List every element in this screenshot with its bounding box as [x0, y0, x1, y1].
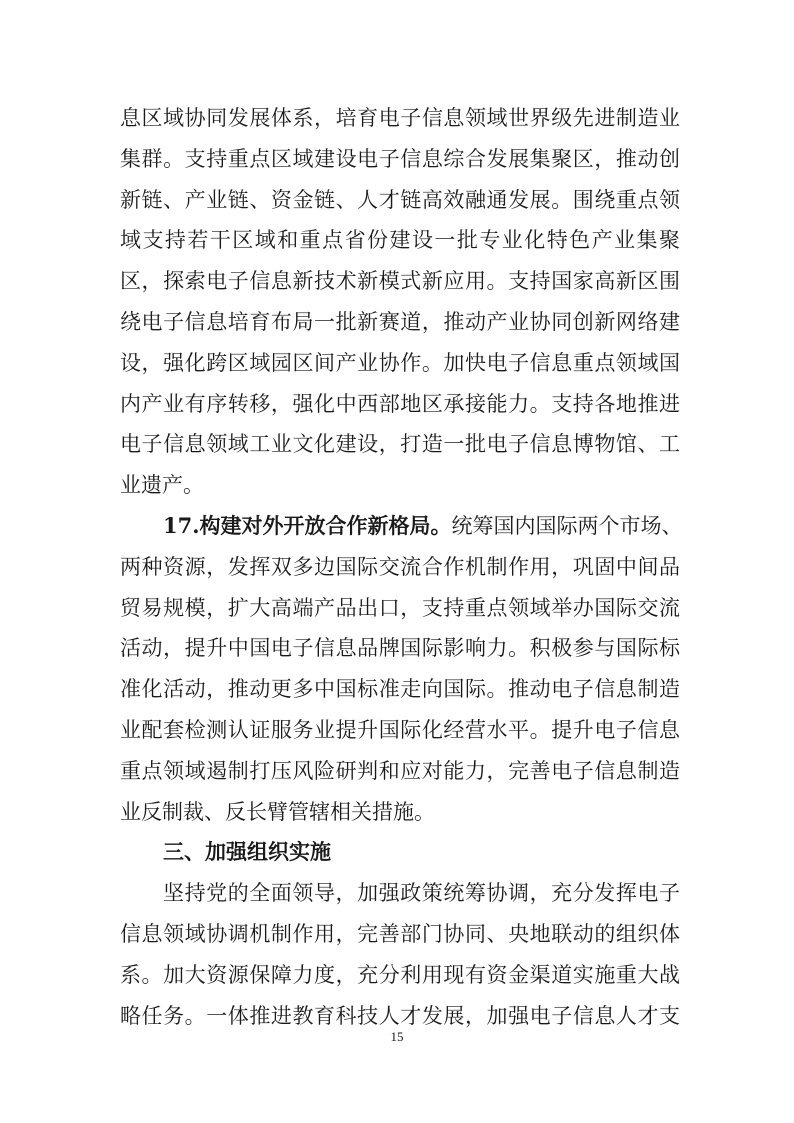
text-line: 两种资源，发挥双多边国际交流合作机制作用，巩固中间品	[120, 554, 680, 579]
section-heading: 三、加强组织实施	[163, 839, 331, 865]
text-line: 业配套检测认证服务业提升国际化经营水平。提升电子信息	[120, 717, 680, 742]
body-text	[120, 98, 683, 1036]
text-line: 内产业有序转移，强化中西部地区承接能力。支持各地推进	[120, 391, 680, 416]
text-line: 新链、产业链、资金链、人才链高效融通发展。围绕重点领	[120, 187, 680, 212]
text-line: 信息领域协调机制作用，完善部门协同、央地联动的组织体	[120, 921, 680, 946]
text-line: 业反制裁、反长臂管辖相关措施。	[120, 799, 435, 824]
item-17-heading: 17.构建对外开放合作新格局。	[163, 512, 452, 538]
text-line: 集群。支持重点区域建设电子信息综合发展集聚区，推动创	[120, 146, 680, 171]
item-17-first-line-text: 统筹国内国际两个市场、	[451, 513, 683, 538]
page-number: 15	[390, 1029, 404, 1044]
text-line: 设，强化跨区域园区间产业协作。加快电子信息重点领域国	[120, 350, 680, 375]
text-line: 电子信息领域工业文化建设，打造一批电子信息博物馆、工	[120, 432, 680, 457]
text-line: 坚持党的全面领导，加强政策统筹协调，充分发挥电子	[163, 881, 680, 906]
text-line: 系。加大资源保障力度，充分利用现有资金渠道实施重大战	[120, 962, 680, 987]
text-line: 贸易规模，扩大高端产品出口，支持重点领域举办国际交流	[120, 595, 680, 620]
text-line: 息区域协同发展体系，培育电子信息领域世界级先进制造业	[120, 106, 680, 130]
text-line: 重点领域遏制打压风险研判和应对能力，完善电子信息制造	[120, 758, 680, 783]
text-line: 活动，提升中国电子信息品牌国际影响力。积极参与国际标	[120, 636, 680, 661]
text-line: 绕电子信息培育布局一批新赛道，推动产业协同创新网络建	[120, 309, 680, 334]
text-line: 准化活动，推动更多中国标准走向国际。推动电子信息制造	[120, 677, 680, 702]
text-line: 域支持若干区域和重点省份建设一批专业化特色产业集聚	[120, 228, 680, 253]
item-17-first-line	[120, 506, 683, 547]
text-line: 区，探索电子信息新技术新模式新应用。支持国家高新区围	[120, 269, 680, 294]
text-line: 业遗产。	[120, 473, 204, 498]
text-line: 略任务。一体推进教育科技人才发展，加强电子信息人才支	[120, 1003, 680, 1028]
